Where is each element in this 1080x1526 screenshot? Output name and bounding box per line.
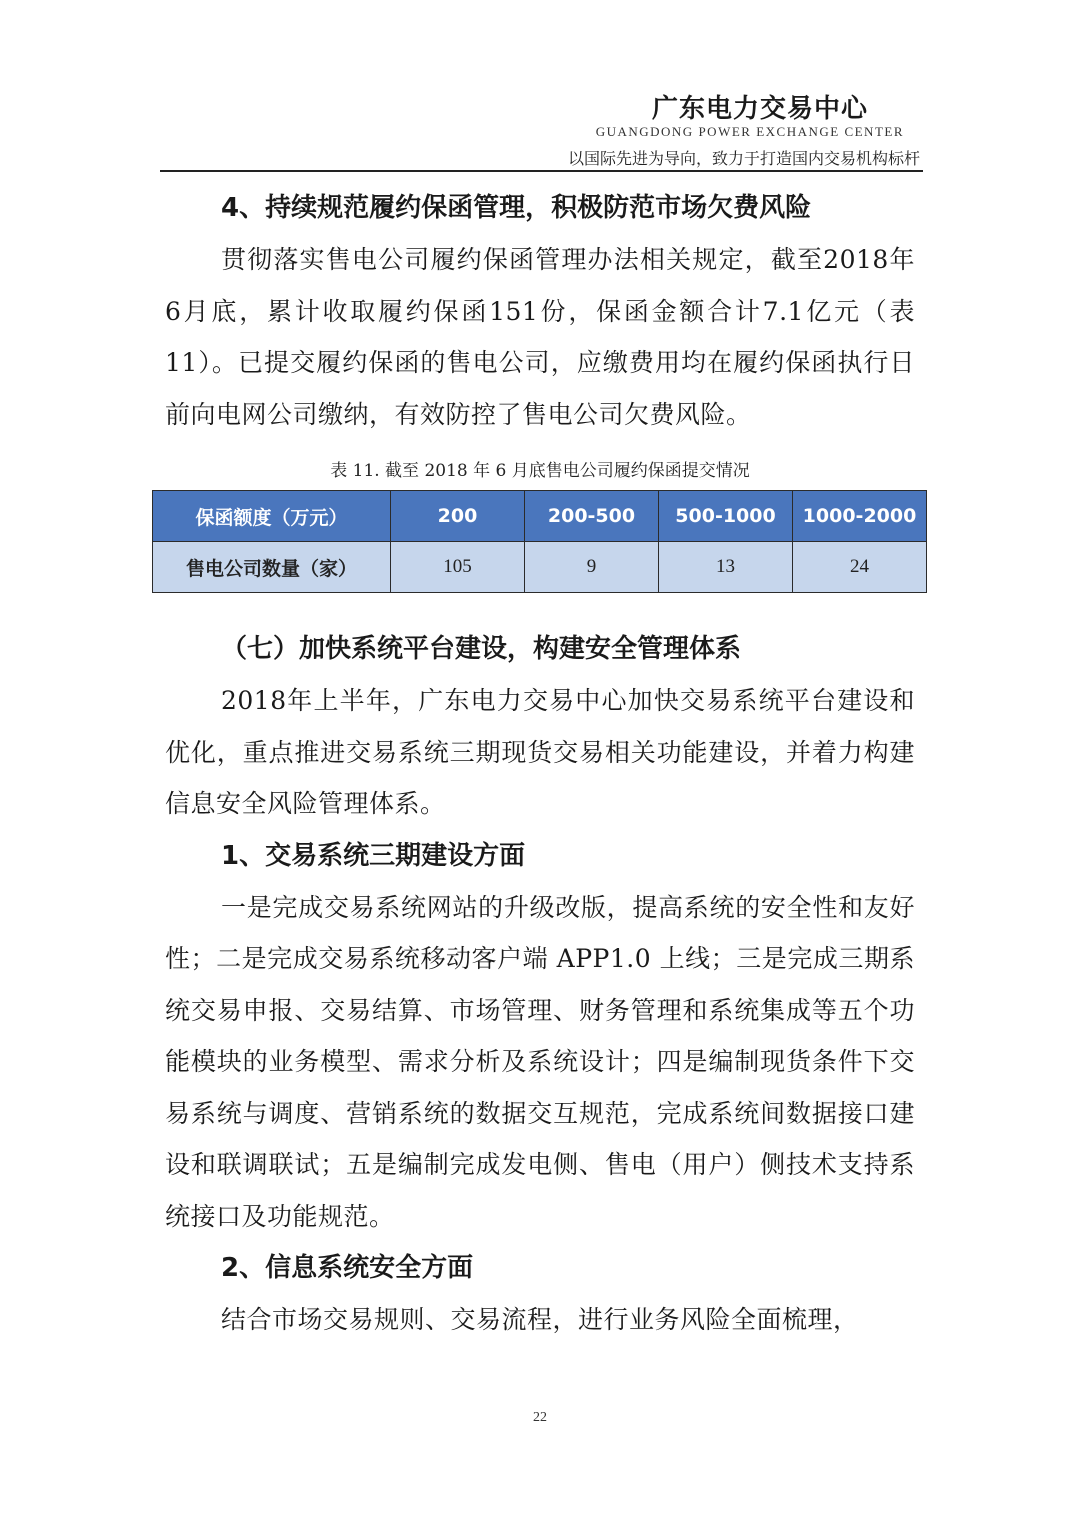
table-cell: 9 (525, 542, 659, 593)
table-header-cell: 1000-2000 (793, 491, 927, 542)
page-body (165, 182, 915, 1346)
table11-caption: 表 11. 截至 2018 年 6 月底售电公司履约保函提交情况 (330, 461, 750, 481)
table-header-cell: 200-500 (525, 491, 659, 542)
header-rule (160, 170, 923, 172)
sub2-heading: 2、信息系统安全方面 (221, 1253, 474, 1283)
header-title: 广东电力交易中心 (651, 94, 868, 124)
header-slogan: 以国际先进为导向，致力于打造国内交易机构标杆 (567, 149, 920, 168)
guarantee-table (152, 490, 927, 593)
sub1-heading: 1、交易系统三期建设方面 (221, 840, 526, 871)
page-number: 22 (533, 1410, 547, 1425)
table-cell: 24 (793, 542, 927, 593)
table-header-row (153, 491, 927, 542)
page-header (0, 0, 1080, 180)
table-header-cell: 保函额度（万元） (153, 491, 391, 542)
table-row (153, 542, 927, 593)
section7-paragraph: 2018年上半年，广东电力交易中心加快交易系统平台建设和优化，重点推进交易系统三期现货交易相关功能建设，并着力构建信息安全风险管理体系。 (165, 686, 915, 818)
header-subtitle-en: GUANGDONG POWER EXCHANGE CENTER (595, 124, 904, 139)
section4-heading: 4、持续规范履约保函管理，积极防范市场欠费风险 (221, 193, 812, 223)
sub1-paragraph: 一是完成交易系统网站的升级改版，提高系统的安全性和友好性；二是完成交易系统移动客户端 APP1.0 上线；三是完成三期系统交易申报、交易结算、市场管理、财务管理和系统集成等五个功能模块的业务模型、需求分析及系统设计；四是编制现货条件下交易系统与调度、营销系统的数据交互规范，完成系统间数据接口建设和联调联试；五是编制完成发电侧、售电（用户）侧技术支持系统接口及功能规范。 (165, 892, 915, 1231)
sub2-paragraph: 结合市场交易规则、交易流程，进行业务风险全面梳理， (221, 1305, 859, 1334)
table-cell: 13 (659, 542, 793, 593)
table-header-cell: 200 (391, 491, 525, 542)
table-row-label: 售电公司数量（家） (153, 542, 391, 593)
table-header-cell: 500-1000 (659, 491, 793, 542)
section7-heading: （七）加快系统平台建设，构建安全管理体系 (221, 634, 742, 664)
section4-paragraph: 贯彻落实售电公司履约保函管理办法相关规定，截至2018年6月底，累计收取履约保函151份，保函金额合计7.1亿元（表 11）。已提交履约保函的售电公司，应缴费用均在履约保函执行日前向电网公司缴纳，有效防控了售电公司欠费风险。 (165, 245, 915, 429)
table-cell: 105 (391, 542, 525, 593)
